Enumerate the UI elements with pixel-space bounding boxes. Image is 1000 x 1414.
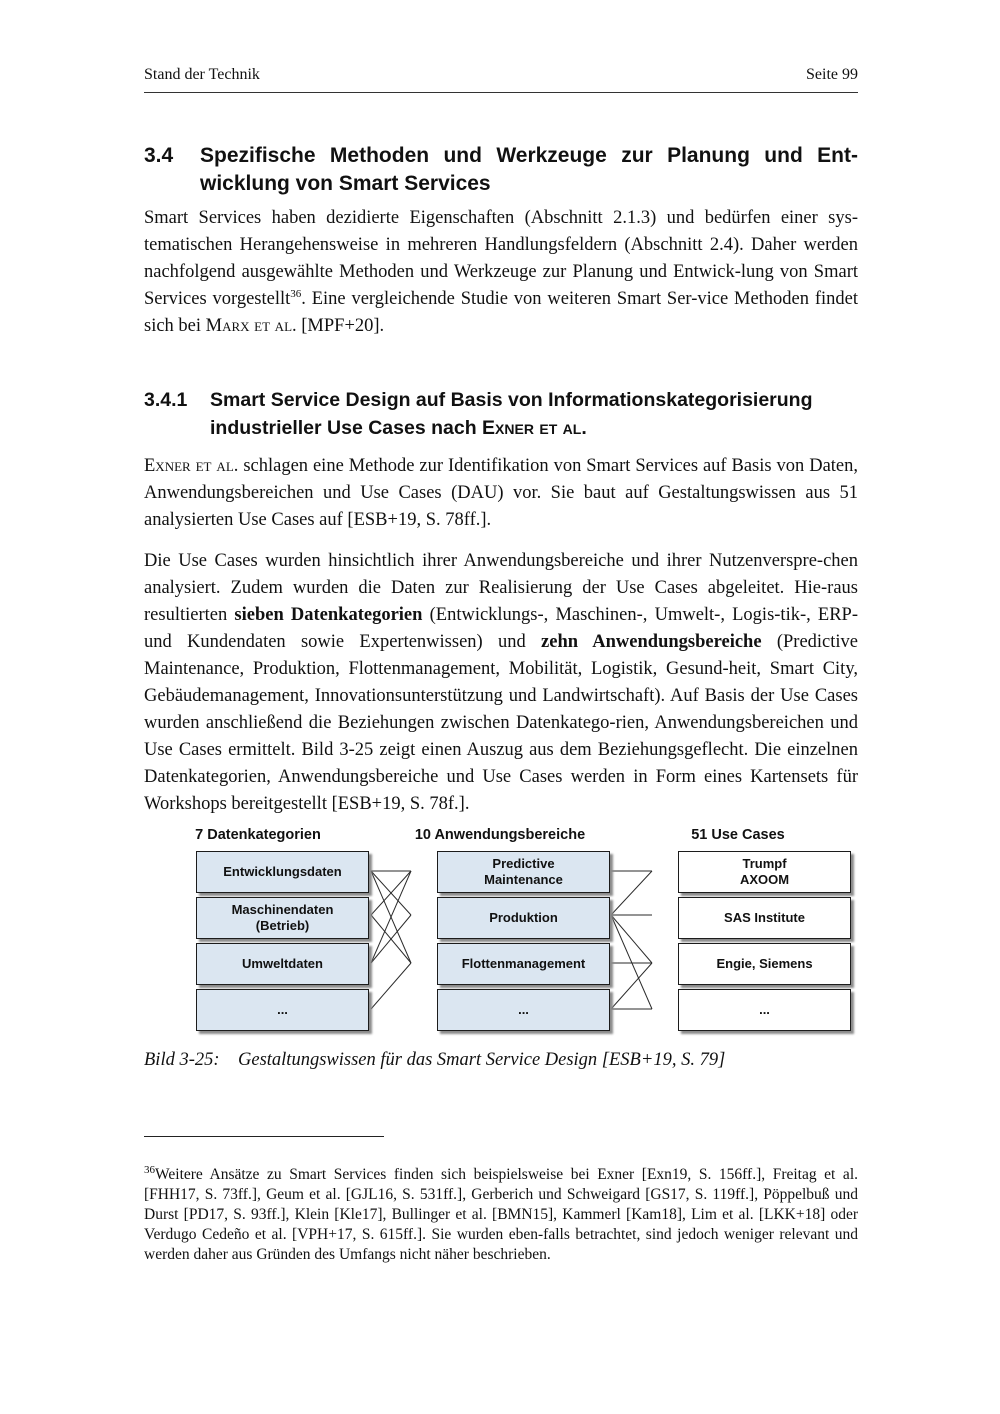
connector-line bbox=[611, 963, 652, 1009]
box-use-case: SAS Institute bbox=[678, 897, 851, 939]
footnote-separator bbox=[144, 1136, 384, 1137]
connector-line bbox=[611, 871, 652, 915]
figure-gestaltungswissen bbox=[168, 823, 838, 1033]
author-marx: Marx et al. bbox=[205, 316, 297, 336]
box-datenkategorie: Entwicklungsdaten bbox=[196, 851, 369, 893]
box-datenkategorie: Umweltdaten bbox=[196, 943, 369, 985]
header-chapter-title: Stand der Technik bbox=[144, 66, 260, 83]
use-cases-bold-anwendungsbereiche: zehn Anwendungsbereiche bbox=[541, 632, 762, 652]
col-anwendungsbereiche-title: 10 Anwendungsbereiche bbox=[414, 827, 586, 843]
subsection-number: 3.4.1 bbox=[144, 389, 188, 411]
paragraph-dau-method bbox=[144, 453, 858, 534]
box-use-case: ... bbox=[678, 989, 851, 1031]
caption-label: Bild 3-25: bbox=[144, 1050, 220, 1070]
use-cases-text-3: (Predictive Maintenance, Produktion, Flottenmanagement, Mobilität, Logistik, Gesund-heit, Smart City, Gebäudemanagement, Innovationsunterstützung und Landwirtschaft). Auf Basis der Use Cases wurden anschließend die Beziehungen zwischen Datenkatego-rien, Anwendungsbereichen und Use Cases ermittelt. Bild 3-25 zeigt einen Auszug aus dem Beziehungsgeflecht. Die einzelnen Datenkategorien, Anwendungsbereiche und Use Cases werden in Form eines Kartensets für Workshops bereitgestellt [ESB+19, S. 78f.]. bbox=[144, 632, 858, 814]
use-cases-bold-datenkategorien: sieben Datenkategorien bbox=[234, 605, 423, 625]
running-header bbox=[144, 66, 858, 93]
intro-text-3: [MPF+20]. bbox=[296, 316, 385, 336]
use-cases-text-1: Die Use Cases wurden hinsichtlich ihrer Anwendungsbereiche und ihrer Nutzenverspre-chen analysiert. Zudem wurden die Daten zur Realisierung der Use Cases abgeleitet. Hie-raus resultierten bbox=[144, 551, 858, 625]
box-use-case: Trumpf AXOOM bbox=[678, 851, 851, 893]
connector-line bbox=[371, 963, 411, 1009]
footnote-ref: 36 bbox=[290, 287, 302, 300]
use-cases-text-2: (Entwicklungs-, Maschinen-, Umwelt-, Logis-tik-, ERP- und Kundendaten sowie Expertenwissen) und bbox=[144, 605, 859, 652]
box-datenkategorie: ... bbox=[196, 989, 369, 1031]
box-datenkategorie: Maschinendaten (Betrieb) bbox=[196, 897, 369, 939]
intro-paragraph bbox=[144, 205, 858, 340]
footnote-text: Weitere Ansätze zu Smart Services finden sich beispielsweise bei Exner [Exn19, S. 156ff.], Freitag et al. [FHH17, S. 73ff.], Geum et al. [GJL16, S. 531ff.], Gerberich und Schweigard [GS17, S. 119ff.], Pöppelbuß und Durst [PD17, S. 93ff.], Klein [Kle17], Bullinger et al. [BMN15], Kammerl [Kam18], Lim et al. [LKK+18] oder Verdugo Cedeño et al. [VPH+17, S. 615ff.]. Sie wurden eben-falls betrachtet, sind jedoch weniger relevant und werden daher aus Gründen des Umfangs nicht näher beschrieben. bbox=[144, 1166, 858, 1263]
intro-text-2: . Eine vergleichende Studie von weiteren Smart Ser-vice Methoden findet sich bei bbox=[144, 289, 858, 336]
section-number: 3.4 bbox=[144, 144, 174, 167]
col-datenkategorien-title: 7 Datenkategorien bbox=[195, 827, 321, 843]
box-use-case: Engie, Siemens bbox=[678, 943, 851, 985]
subsection-title-author: Exner et al. bbox=[482, 417, 587, 439]
intro-text-1: Smart Services haben dezidierte Eigenschaften (Abschnitt 2.1.3) und bedürfen einer sys-tematischen Herangehensweise in mehreren Handlungsfeldern (Abschnitt 2.4). Daher werden nachfolgend ausgewählte Methoden und Werkzeuge zur Planung und Entwick-lung von Smart Services vorgestellt bbox=[144, 208, 858, 309]
section-title: Spezifische Methoden und Werkzeuge zur Planung und Ent-wicklung von Smart Services bbox=[200, 144, 858, 195]
header-page-number: Seite 99 bbox=[806, 66, 858, 83]
subsection-title-main: Smart Service Design auf Basis von Informationskategorisierung industrieller Use Cases nach bbox=[210, 389, 813, 439]
footnote-number: 36 bbox=[144, 1164, 155, 1176]
subsection-title bbox=[210, 386, 858, 442]
paragraph-dau-text: schlagen eine Methode zur Identifikation von Smart Services auf Basis von Daten, Anwendungsbereichen und Use Cases (DAU) vor. Sie baut auf Gestaltungswissen aus 51 analysierten Use Cases auf [ESB+19, S. 78ff.]. bbox=[144, 456, 859, 530]
author-exner: Exner et al. bbox=[144, 456, 239, 476]
box-anwendungsbereich: Flottenmanagement bbox=[437, 943, 610, 985]
connector-line bbox=[611, 915, 652, 1009]
box-anwendungsbereich: Produktion bbox=[437, 897, 610, 939]
caption-text: Gestaltungswissen für das Smart Service Design [ESB+19, S. 79] bbox=[238, 1050, 726, 1070]
footnote bbox=[144, 1160, 858, 1265]
connector-line bbox=[611, 915, 652, 963]
box-anwendungsbereich: ... bbox=[437, 989, 610, 1031]
paragraph-use-cases bbox=[144, 548, 858, 818]
box-anwendungsbereich: Predictive Maintenance bbox=[437, 851, 610, 893]
col-use-cases-title: 51 Use Cases bbox=[691, 827, 785, 843]
